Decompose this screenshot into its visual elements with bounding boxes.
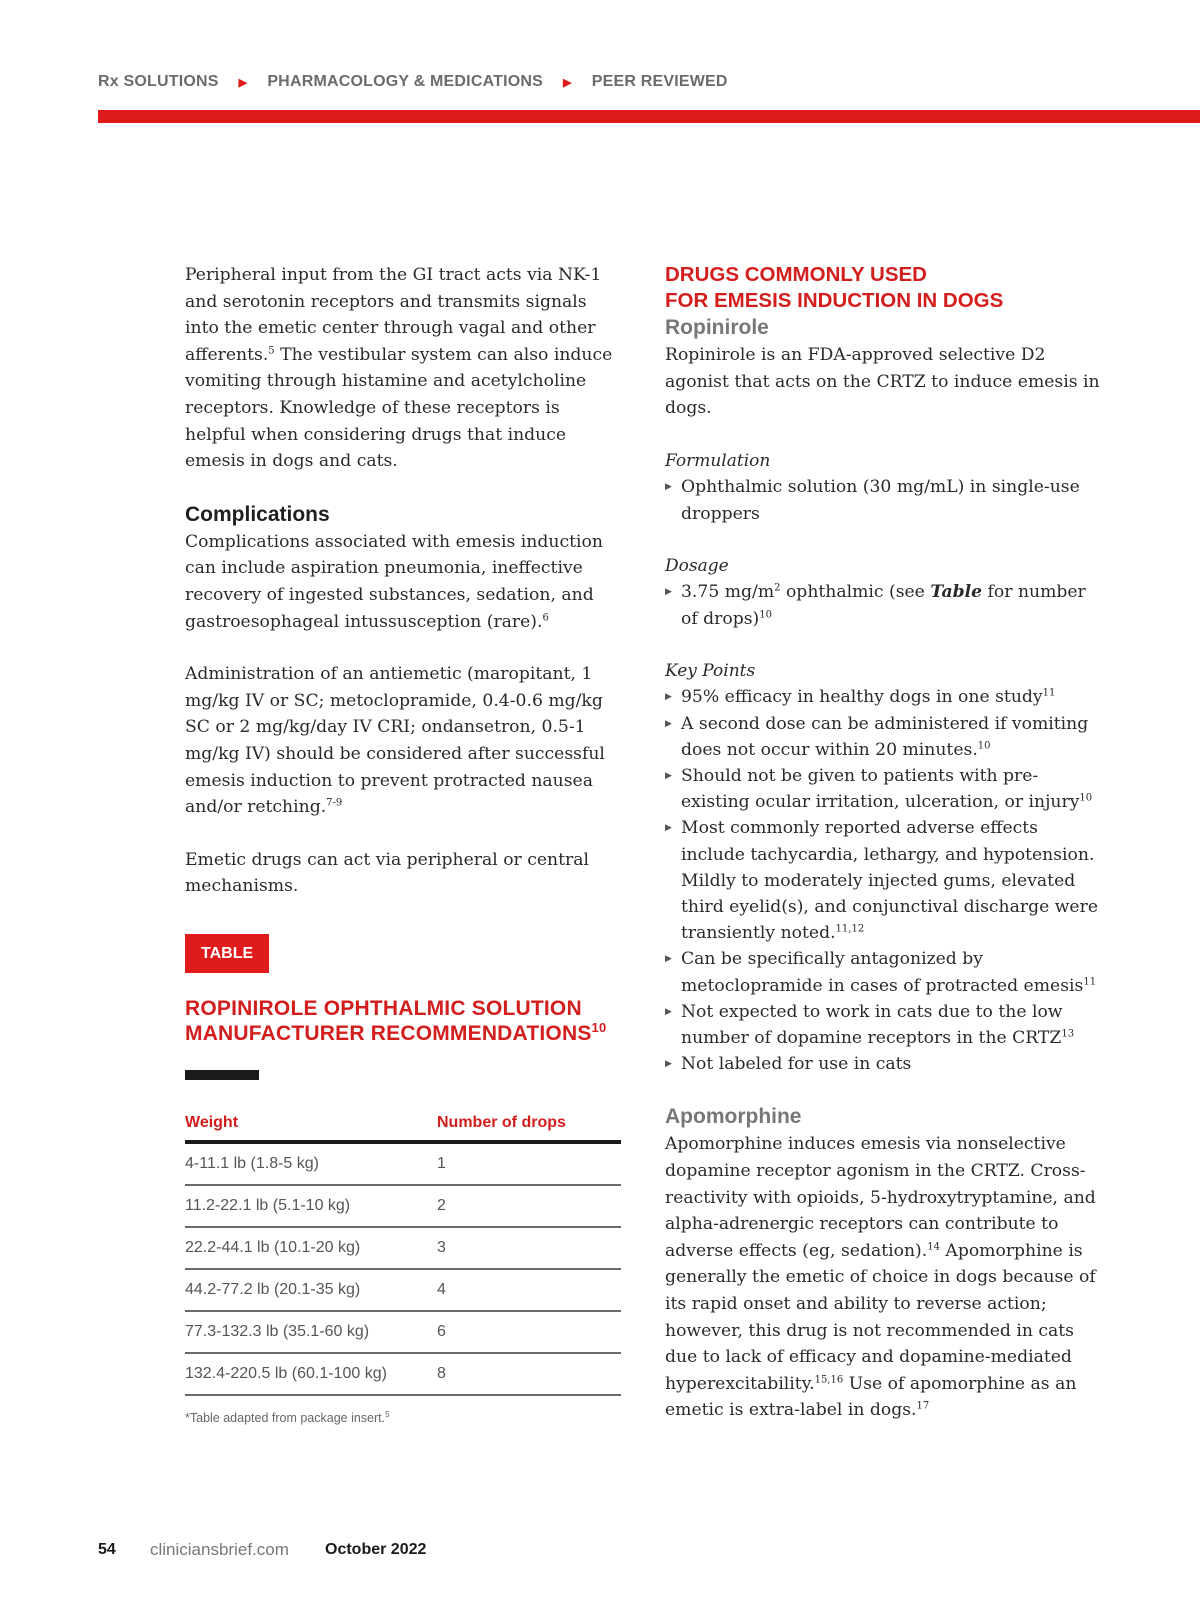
list-item: ▶ Not expected to work in cats due to the low number of dopamine receptors in the CRTZ$^{13}$ [665,999,1105,1051]
list-item: ▶ A second dose can be administered if vomiting does not occur within 20 minutes.$^{10}$ [665,711,1105,763]
ropinirole-drops-table [185,1106,621,1396]
list-item: ▶ Most commonly reported adverse effects include tachycardia, lethargy, and hypotension. Mildly to moderately injected gums, elevated third eyelid(s), and conjunctival discharge were transiently noted.$^{11,12}$ [665,815,1105,946]
column-header-drops: Number of drops [437,1106,621,1142]
weight-cell: 44.2-77.2 lb (20.1-35 kg) [185,1269,437,1311]
paragraph-complications: Complications associated with emesis induction can include aspiration pneumonia, ineffective recovery of ingested substances, sedation, and gastroesophageal intussusception (rare).$^6$ [185,531,603,632]
paragraph-antiemetic: Administration of an antiemetic (maropitant, 1 mg/kg IV or SC; metoclopramide, 0.4-0.6 mg/kg SC or 2 mg/kg/day IV CRI; ondansetron, 0.5-1 mg/kg IV) should be considered after successful emesis induction to prevent protracted nausea and/or retching.$^{7-9}$ [185,664,605,818]
table-row [185,1227,621,1269]
formulation-label: Formulation [665,450,771,471]
drops-cell: 8 [437,1353,621,1395]
drops-cell: 1 [437,1142,621,1185]
drops-cell: 4 [437,1269,621,1311]
dosage-label: Dosage [665,555,729,576]
dosage-list [665,579,1105,631]
formulation-list [665,474,1105,526]
weight-cell: 4-11.1 lb (1.8-5 kg) [185,1142,437,1185]
crumb-peer-reviewed[interactable]: PEER REVIEWED [591,73,728,90]
table-footnote: *Table adapted from package insert.$^5$ [185,1409,390,1426]
list-item: ▶ Should not be given to patients with pre-existing ocular irritation, ulceration, or injury$^{10}$ [665,763,1105,815]
list-item: ▶ 3.75 $mg/m^2$ ophthalmic (see Table for number of drops)$^{10}$ [665,579,1105,631]
issue-date: October 2022 [325,1541,427,1558]
drops-cell: 2 [437,1185,621,1227]
table-title: ROPINIROLE OPHTHALMIC SOLUTION MANUFACTURER RECOMMENDATIONS$^{10}$ [185,996,607,1045]
crumb-rx-solutions[interactable]: Rx SOLUTIONS [98,73,219,90]
table-header-row [185,1106,621,1142]
chevron-right-icon: ▶ [238,76,248,89]
list-item: ▶ Can be specifically antagonized by metoclopramide in cases of protracted emesis$^{11}$ [665,946,1105,998]
paragraph-receptors: Peripheral input from the GI tract acts via NK-1 and serotonin receptors and transmits signals into the emetic center through vagal and other afferents.$^5$ The vestibular system can also induce vomiting through histamine and acetylcholine receptors. Knowledge of these receptors is helpful when considering drugs that induce emesis in dogs and cats. [185,265,613,472]
weight-cell: 77.3-132.3 lb (35.1-60 kg) [185,1311,437,1353]
ropinirole-heading: Ropinirole [665,316,769,339]
left-column [185,262,625,1425]
weight-cell: 132.4-220.5 lb (60.1-100 kg) [185,1353,437,1395]
page-number: 54 [98,1541,116,1558]
weight-cell: 22.2-44.1 lb (10.1-20 kg) [185,1227,437,1269]
list-item: ▶ Ophthalmic solution (30 mg/mL) in single-use droppers [665,474,1105,526]
table-tag: TABLE [185,934,269,973]
table-row [185,1353,621,1395]
ropinirole-intro: Ropinirole is an FDA-approved selective D2 agonist that acts on the CRTZ to induce emesis in dogs. [665,345,1100,419]
breadcrumb [98,70,728,94]
weight-cell: 11.2-22.1 lb (5.1-10 kg) [185,1185,437,1227]
drops-cell: 3 [437,1227,621,1269]
key-points-list [665,684,1105,1077]
drugs-heading: DRUGS COMMONLY USED FOR EMESIS INDUCTION IN DOGS [665,263,1004,312]
table-row [185,1311,621,1353]
apomorphine-heading: Apomorphine [665,1105,802,1129]
chevron-right-icon: ▶ [563,76,572,89]
list-item: ▶ 95% efficacy in healthy dogs in one study$^{11}$ [665,684,1105,710]
table-row [185,1269,621,1311]
column-header-weight: Weight [185,1106,437,1142]
apomorphine-paragraph: Apomorphine induces emesis via nonselective dopamine receptor agonism in the CRTZ. Cross-reactivity with opioids, 5-hydroxytryptamine, and alpha-adrenergic receptors can contribute to adverse effects (eg, sedation).$^{14}$ Apomorphine is generally the emetic of choice in dogs because of its rapid onset and ability to reverse action; however, this drug is not recommended in cats due to lack of efficacy and dopamine-mediated hyperexcitability.$^{15,16}$ Use of apomorphine as an emetic is extra-label in dogs.$^{17}$ [665,1134,1096,1421]
site-link[interactable]: cliniciansbrief.com [150,1540,289,1559]
paragraph-mechanisms: Emetic drugs can act via peripheral or central mechanisms. [185,849,589,897]
right-column [665,262,1105,1424]
complications-heading: Complications [185,502,330,526]
crumb-pharmacology[interactable]: PHARMACOLOGY & MEDICATIONS [267,73,544,90]
table-row [185,1142,621,1185]
list-item: ▶ Not labeled for use in cats [665,1051,1105,1077]
table-row [185,1185,621,1227]
key-points-label: Key Points [665,660,756,681]
drops-cell: 6 [437,1311,621,1353]
page-footer [98,1538,426,1562]
header-divider [98,110,1200,123]
table-title-divider [185,1070,259,1080]
